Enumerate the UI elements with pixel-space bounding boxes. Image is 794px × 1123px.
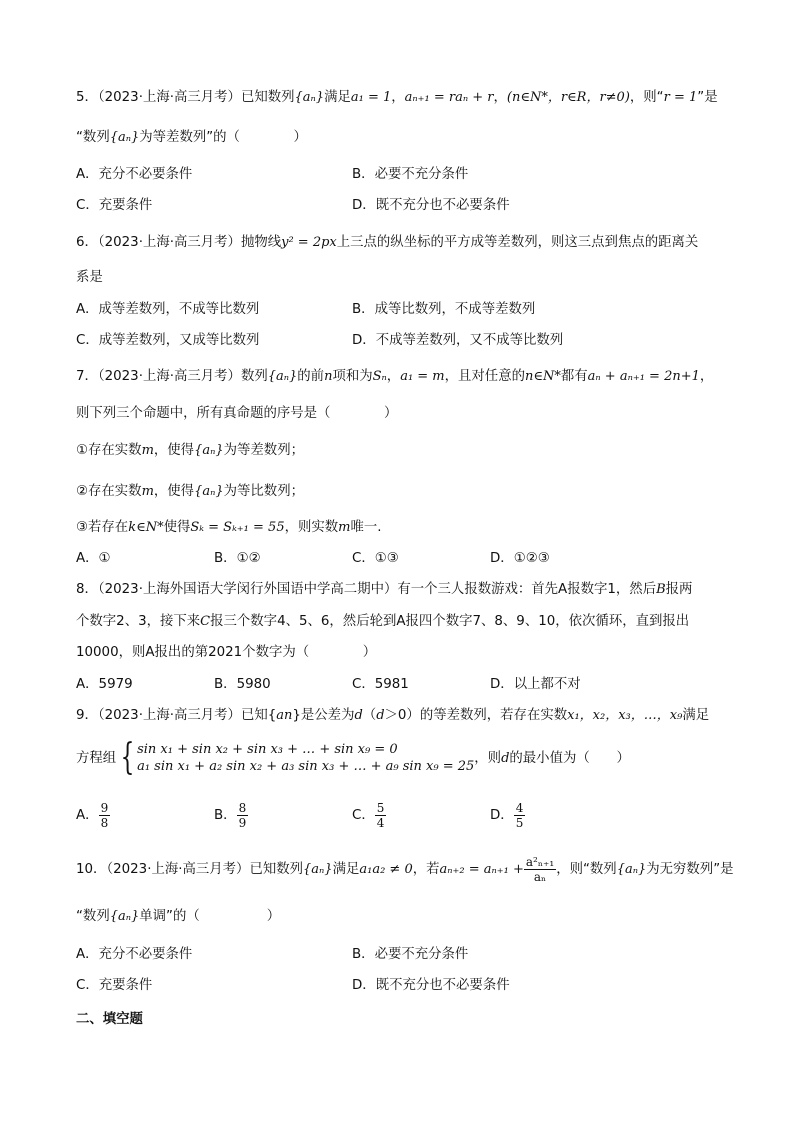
q9-number: 9 bbox=[76, 708, 85, 723]
q9-option-a-fraction: $\frac{9}{8}$ bbox=[100, 800, 109, 830]
q10-option-d: D．既不充分也不必要条件 bbox=[352, 978, 510, 993]
q10-stem-line2: “数列{aₙ}单调”的（ ） bbox=[76, 909, 281, 924]
q8-number: 8 bbox=[76, 582, 85, 597]
q10-stem-line1: 10．（2023·上海·高三月考）已知数列{aₙ}满足a₁a₂ ≠ 0，若aₙ₊₂ = aₙ₊₁ + $\frac{\text{a²ₙ₊₁}}{\text{aₙ}}$ ，则“数列{aₙ}为无穷数列”是 bbox=[76, 854, 734, 884]
q10-fraction: $\frac{\text{a²ₙ₊₁}}{\text{aₙ}}$ bbox=[525, 854, 555, 884]
q9-source: （2023·上海·高三月考） bbox=[97, 708, 241, 723]
q10-option-c: C．充要条件 bbox=[76, 978, 153, 993]
q9-option-d: D． $\frac{4}{5}$ bbox=[490, 800, 524, 830]
q9-option-b-fraction: $\frac{8}{9}$ bbox=[238, 800, 247, 830]
q7-source: （2023·上海·高三月考） bbox=[97, 369, 241, 384]
q5-stem-line2: “数列{aₙ}为等差数列”的（ ） bbox=[76, 130, 307, 145]
q8-stem-line3: 10000，则A报出的第2021个数字为（ ） bbox=[76, 645, 377, 660]
q5-option-d: D．既不充分也不必要条件 bbox=[352, 198, 510, 213]
q7-option-d: D．①②③ bbox=[490, 551, 550, 566]
section-heading-fill-in: 二、填空题 bbox=[76, 1012, 143, 1027]
q8-option-d: D．以上都不对 bbox=[490, 677, 581, 692]
q5-stem-line1: 5．（2023·上海·高三月考）已知数列{aₙ}满足a₁ = 1，aₙ₊₁ = raₙ + r，(n∈N*，r∈R，r≠0)，则“r = 1”是 bbox=[76, 90, 718, 105]
q8-source: （2023·上海外国语大学闵行外国语中学高二期中） bbox=[97, 582, 398, 597]
q9-equation-2: a₁ sin x₁ + a₂ sin x₂ + a₃ sin x₃ + … + a₉ sin x₉ = 25 bbox=[137, 759, 475, 774]
q7-proposition-1: ①存在实数m，使得{aₙ}为等差数列； bbox=[76, 443, 304, 458]
q10-number: 10 bbox=[76, 862, 94, 877]
q5-option-a: A．充分不必要条件 bbox=[76, 167, 193, 182]
q8-stem-line1: 8．（2023·上海外国语大学闵行外国语中学高二期中）有一个三人报数游戏：首先A报数字1，然后B报两 bbox=[76, 582, 693, 597]
q7-option-a: A．① bbox=[76, 551, 111, 566]
q9-option-c: C． $\frac{5}{4}$ bbox=[352, 800, 385, 830]
q8-option-b: B．5980 bbox=[214, 677, 271, 692]
q9-equation-system bbox=[116, 737, 475, 778]
q6-option-d: D．不成等差数列，又不成等比数列 bbox=[352, 333, 564, 348]
q6-source: （2023·上海·高三月考） bbox=[97, 235, 241, 250]
q6-option-b: B．成等比数列，不成等差数列 bbox=[352, 302, 536, 317]
q8-option-a: A．5979 bbox=[76, 677, 133, 692]
q8-option-c: C．5981 bbox=[352, 677, 409, 692]
q10-source: （2023·上海·高三月考） bbox=[106, 862, 250, 877]
q7-proposition-2: ②存在实数m，使得{aₙ}为等比数列； bbox=[76, 484, 304, 499]
q7-stem-line2: 则下列三个命题中，所有真命题的序号是（ ） bbox=[76, 406, 398, 421]
q7-stem-line1: 7．（2023·上海·高三月考）数列{aₙ}的前n项和为Sₙ，a₁ = m，且对任意的n∈N*都有aₙ + aₙ₊₁ = 2n+1， bbox=[76, 369, 714, 384]
q7-option-b: B．①② bbox=[214, 551, 261, 566]
q10-option-a: A．充分不必要条件 bbox=[76, 947, 193, 962]
q9-stem-line2: 方程组 { sin x₁ + sin x₂ + sin x₃ + … + sin x₉ = 0 a₁ sin x₁ + a₂ sin x₂ + a₃ sin x₃ + … + a₉ sin x₉ = 25 ，则d的最小值为（ ） bbox=[76, 737, 630, 778]
q9-stem-line1: 9．（2023·上海·高三月考）已知{an}是公差为d（d＞0）的等差数列，若存在实数x₁，x₂，x₃，…，x₉满足 bbox=[76, 708, 710, 723]
q9-option-d-fraction: $\frac{4}{5}$ bbox=[515, 800, 524, 830]
q7-proposition-3: ③若存在k∈N*使得Sₖ = Sₖ₊₁ = 55，则实数m唯一. bbox=[76, 520, 382, 535]
q8-stem-line2: 个数字2、3，接下来C报三个数字4、5、6，然后轮到A报四个数字7、8、9、10，依次循环，直到报出 bbox=[76, 614, 690, 629]
q9-option-b: B． $\frac{8}{9}$ bbox=[214, 800, 247, 830]
q5-number: 5 bbox=[76, 90, 85, 105]
q9-option-c-fraction: $\frac{5}{4}$ bbox=[376, 800, 385, 830]
q6-option-c: C．成等差数列，又成等比数列 bbox=[76, 333, 260, 348]
brace-icon: { bbox=[120, 737, 135, 778]
q6-option-a: A．成等差数列，不成等比数列 bbox=[76, 302, 260, 317]
q5-option-b: B．必要不充分条件 bbox=[352, 167, 469, 182]
q6-number: 6 bbox=[76, 235, 85, 250]
q5-source: （2023·上海·高三月考） bbox=[97, 90, 241, 105]
q10-option-b: B．必要不充分条件 bbox=[352, 947, 469, 962]
q9-option-a: A． $\frac{9}{8}$ bbox=[76, 800, 109, 830]
q7-option-c: C．①③ bbox=[352, 551, 399, 566]
q5-option-c: C．充要条件 bbox=[76, 198, 153, 213]
q9-equation-1: sin x₁ + sin x₂ + sin x₃ + … + sin x₉ = 0 bbox=[137, 742, 398, 757]
q6-stem-line2: 系是 bbox=[76, 270, 103, 285]
q7-number: 7 bbox=[76, 369, 85, 384]
q6-stem-line1: 6．（2023·上海·高三月考）抛物线y² = 2px上三点的纵坐标的平方成等差数列，则这三点到焦点的距离关 bbox=[76, 235, 699, 250]
